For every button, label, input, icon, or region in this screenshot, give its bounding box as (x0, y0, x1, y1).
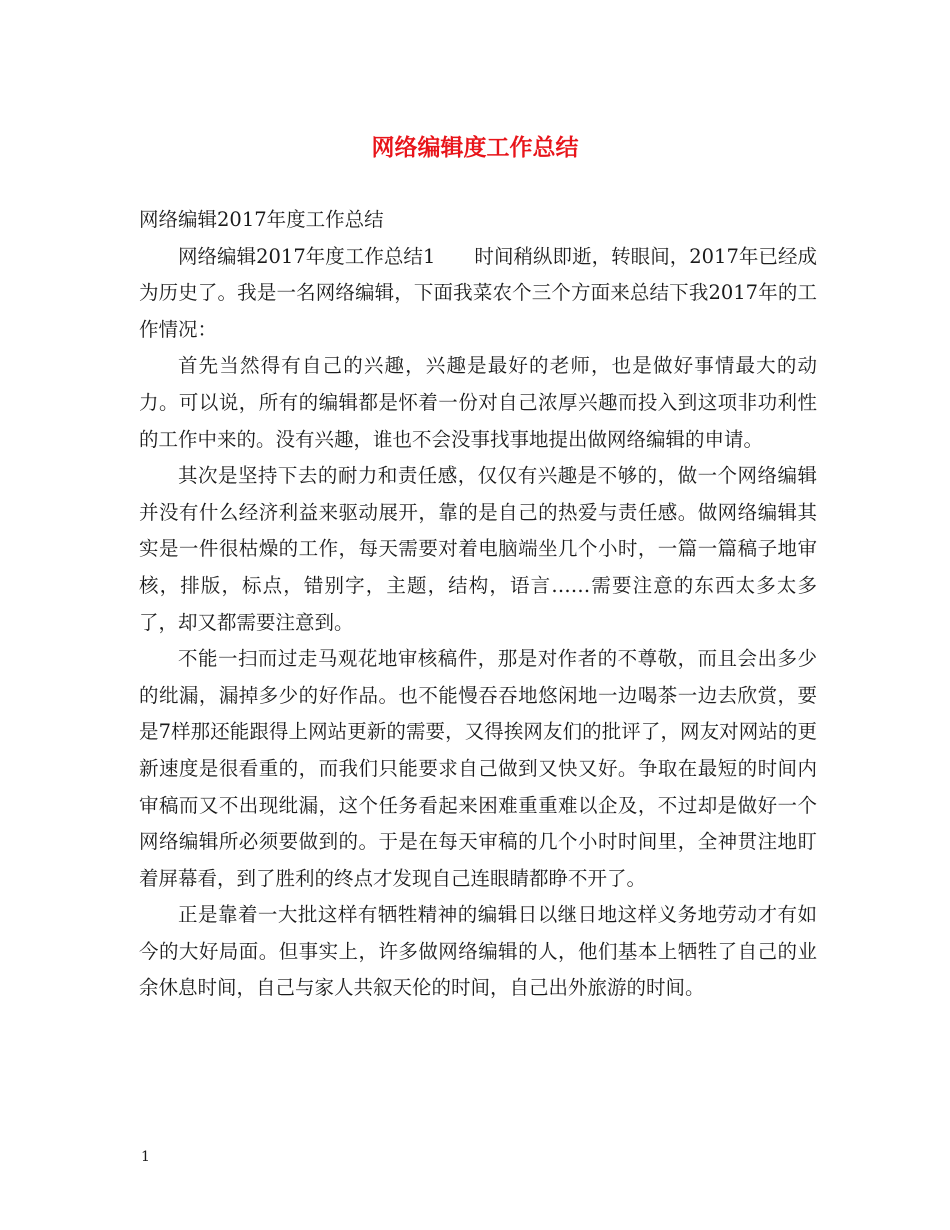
paragraph-intro: 网络编辑2017年度工作总结1 时间稍纵即逝，转眼间，2017年已经成为历史了。我是一名网络编辑，下面我菜农个三个方面来总结下我2017年的工作情况： (139, 244, 817, 341)
document-body (139, 202, 817, 1007)
paragraph-sacrifice: 正是靠着一大批这样有牺牲精神的编辑日以继日地这样义务地劳动才有如今的大好局面。但事实上，许多做网络编辑的人，他们基本上牺牲了自己的业余休息时间，自己与家人共叙天伦的时间，自己出外旅游的时间。 (139, 903, 817, 1000)
paragraph-responsibility: 其次是坚持下去的耐力和责任感，仅仅有兴趣是不够的，做一个网络编辑并没有什么经济利益来驱动展开，靠的是自己的热爱与责任感。做网络编辑其实是一件很枯燥的工作，每天需要对着电脑端坐几个小时，一篇一篇稿子地审核，排版，标点，错别字，主题，结构，语言……需要注意的东西太多太多了，却又都需要注意到。 (139, 464, 817, 634)
paragraph-subtitle: 网络编辑2017年度工作总结 (139, 208, 384, 231)
document-title: 网络编辑度工作总结 (371, 135, 579, 161)
paragraph-interest: 首先当然得有自己的兴趣，兴趣是最好的老师，也是做好事情最大的动力。可以说，所有的编辑都是怀着一份对自己浓厚兴趣而投入到这项非功利性的工作中来的。没有兴趣，谁也不会没事找事地提出做网络编辑的申请。 (139, 354, 817, 451)
page-number: 1 (141, 1149, 150, 1165)
paragraph-review: 不能一扫而过走马观花地审核稿件，那是对作者的不尊敬，而且会出多少的纰漏，漏掉多少的好作品。也不能慢吞吞地悠闲地一边喝茶一边去欣赏，要是7样那还能跟得上网站更新的需要，又得挨网友们的批评了，网友对网站的更新速度是很看重的，而我们只能要求自己做到又快又好。争取在最短的时间内审稿而又不出现纰漏，这个任务看起来困难重重难以企及，不过却是做好一个网络编辑所必须要做到的。于是在每天审稿的几个小时时间里，全神贯注地盯着屏幕看，到了胜利的终点才发现自己连眼睛都睁不开了。 (139, 647, 817, 890)
